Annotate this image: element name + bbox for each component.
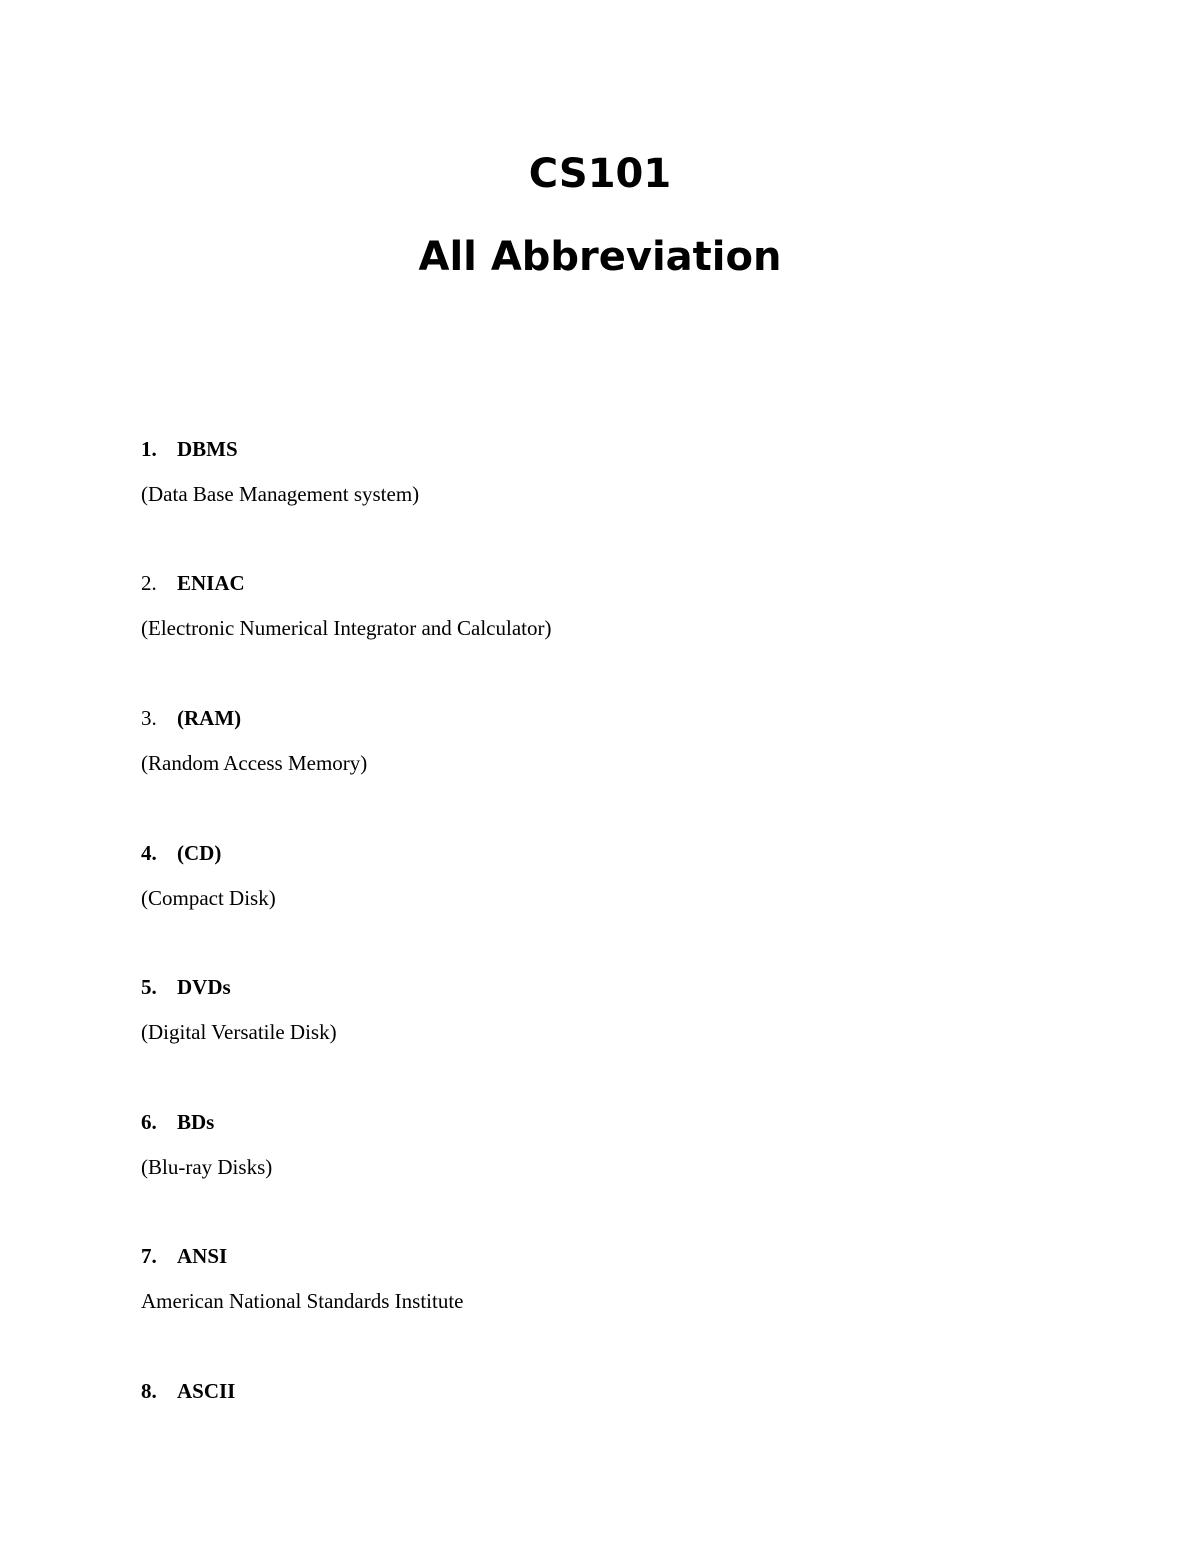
item-number: 1. (141, 437, 157, 461)
abbreviation: (CD) (177, 841, 222, 865)
expansion: (Blu-ray Disks) (141, 1155, 273, 1179)
list-item (141, 570, 552, 640)
page-title: All Abbreviation (418, 234, 782, 280)
item-number: 8. (141, 1379, 157, 1403)
expansion: (Data Base Management system) (141, 482, 420, 506)
list-item (141, 436, 420, 506)
expansion: (Random Access Memory) (141, 751, 368, 775)
abbreviation: ASCII (177, 1379, 236, 1403)
list-item (141, 1243, 464, 1313)
abbreviation: ENIAC (177, 571, 245, 595)
expansion: (Digital Versatile Disk) (141, 1020, 337, 1044)
expansion: (Electronic Numerical Integrator and Calculator) (141, 616, 552, 640)
abbreviation: ANSI (177, 1244, 228, 1268)
abbreviation: BDs (177, 1110, 215, 1134)
item-number: 3. (141, 706, 157, 730)
list-item (141, 840, 276, 910)
list-item (141, 1109, 273, 1179)
abbreviation: (RAM) (177, 706, 242, 730)
item-number: 7. (141, 1244, 157, 1268)
list-item (141, 1378, 235, 1404)
list-item (141, 974, 337, 1044)
item-number: 6. (141, 1110, 157, 1134)
item-number: 4. (141, 841, 157, 865)
abbreviation: DBMS (177, 437, 238, 461)
abbreviation: DVDs (177, 975, 231, 999)
list-item (141, 705, 368, 775)
course-title: CS101 (528, 151, 672, 197)
item-number: 5. (141, 975, 157, 999)
expansion: (Compact Disk) (141, 886, 276, 910)
expansion: American National Standards Institute (141, 1289, 464, 1313)
item-number: 2. (141, 571, 157, 595)
